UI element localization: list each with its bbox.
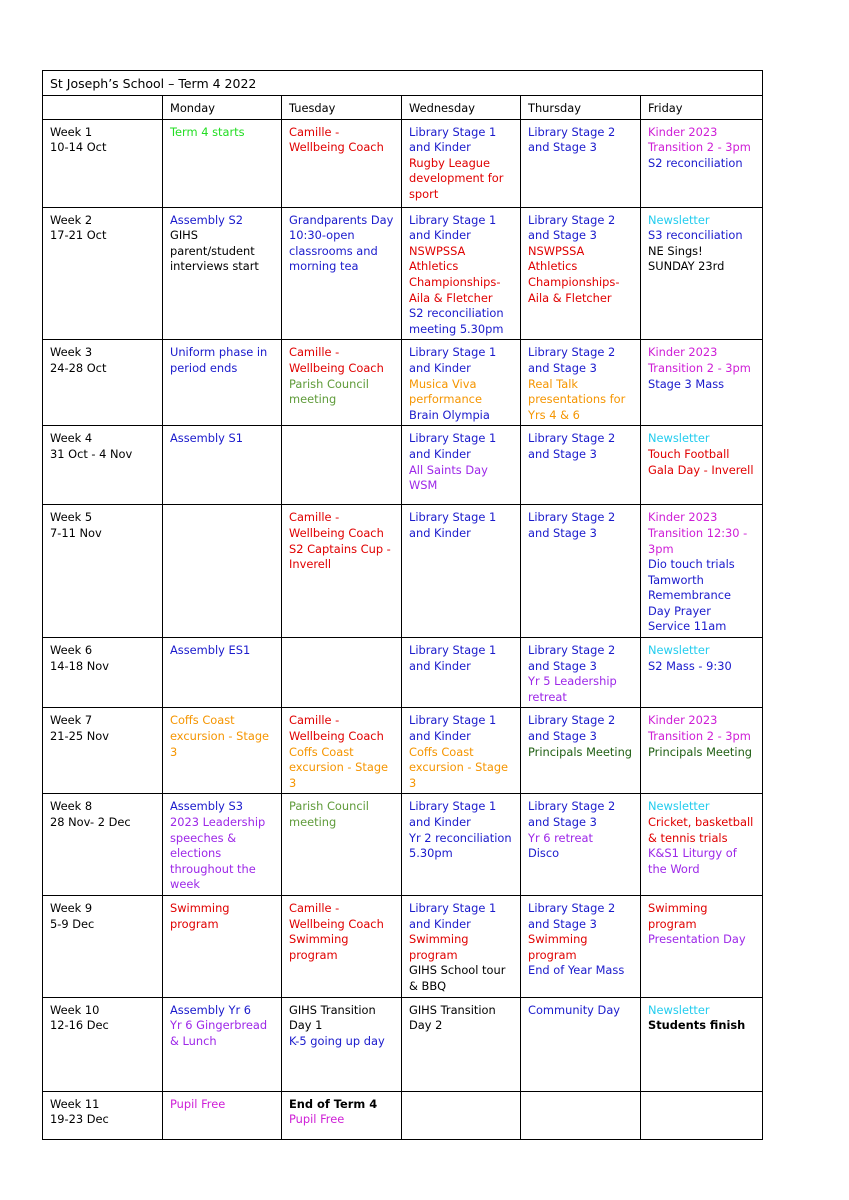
event-entry: Library Stage 2 and Stage 3	[528, 431, 616, 461]
event-entry: Library Stage 1 and Kinder	[409, 124, 497, 155]
event-cell-friday	[641, 895, 763, 997]
event-entry: NE Sings!	[648, 243, 703, 258]
event-entry: Library Stage 2 and Stage 3	[528, 713, 616, 744]
event-entry: Coffs Coast excursion - Stage 3	[409, 744, 509, 790]
term-calendar-table	[42, 70, 763, 1140]
event-cell-thursday	[521, 426, 641, 505]
week-row	[43, 119, 763, 207]
event-entry: Assembly S1	[170, 431, 243, 446]
event-entry: Disco	[528, 846, 560, 861]
week-label-cell	[43, 426, 163, 505]
event-entry: All Saints Day WSM	[409, 462, 488, 493]
week-label-cell	[43, 638, 163, 708]
week-row	[43, 426, 763, 505]
event-entry: Musica Viva performance	[409, 376, 482, 407]
week-number: Week 5	[50, 510, 93, 525]
event-cell-friday	[641, 426, 763, 505]
week-number: Week 3	[50, 345, 93, 360]
event-entry: Coffs Coast excursion - Stage 3	[289, 744, 389, 790]
event-entry: Library Stage 1 and Kinder	[409, 900, 497, 931]
event-cell-monday	[163, 207, 282, 340]
event-cell-wednesday	[402, 340, 521, 426]
week-number: Week 6	[50, 643, 93, 658]
event-entry: Library Stage 2 and Stage 3	[528, 799, 616, 829]
event-entry: Yr 6 retreat	[528, 830, 593, 845]
week-dates: 19-23 Dec	[50, 1112, 109, 1127]
event-entry: End of Year Mass	[528, 963, 625, 978]
page-title: St Joseph’s School – Term 4 2022	[43, 71, 763, 96]
event-entry: Assembly S2	[170, 212, 243, 227]
event-cell-friday	[641, 207, 763, 340]
event-entry: S2 Captains Cup -Inverell	[289, 541, 391, 572]
event-cell-monday	[163, 119, 282, 207]
event-cell-wednesday	[402, 505, 521, 638]
event-entry: Cricket, basketball & tennis trials	[648, 815, 754, 845]
event-entry: Kinder 2023 Transition 2 - 3pm	[648, 713, 751, 744]
event-entry: Kinder 2023 Transition 2 - 3pm	[648, 124, 751, 155]
event-cell-friday	[641, 638, 763, 708]
week-number: Week 7	[50, 713, 93, 728]
week-row	[43, 505, 763, 638]
event-entry: Yr 5 Leadership retreat	[528, 674, 617, 704]
event-entry: Newsletter	[648, 643, 710, 658]
event-cell-tuesday	[282, 895, 402, 997]
day-header-friday: Friday	[641, 96, 763, 120]
event-entry: Parish Council meeting	[289, 799, 369, 829]
event-entry: Library Stage 2 and Stage 3	[528, 510, 616, 540]
event-cell-tuesday	[282, 207, 402, 340]
event-entry: Camille - Wellbeing Coach	[289, 345, 384, 375]
event-entry: Touch Football Gala Day - Inverell	[648, 446, 754, 477]
event-entry: Library Stage 1 and Kinder	[409, 799, 497, 829]
week-row	[43, 340, 763, 426]
event-entry: Newsletter	[648, 1002, 710, 1017]
week-row	[43, 794, 763, 896]
event-cell-friday	[641, 119, 763, 207]
event-cell-tuesday	[282, 708, 402, 794]
event-entry: Library Stage 1 and Kinder	[409, 643, 497, 673]
week-dates: 7-11 Nov	[50, 525, 102, 540]
week-label-cell	[43, 505, 163, 638]
event-entry: Newsletter	[648, 799, 710, 814]
event-entry: Kinder 2023 Transition 12:30 - 3pm	[648, 510, 748, 556]
event-cell-thursday	[521, 895, 641, 997]
event-entry: Camille - Wellbeing Coach	[289, 124, 384, 155]
week-dates: 5-9 Dec	[50, 916, 95, 931]
event-entry: SUNDAY 23rd	[648, 259, 725, 274]
event-cell-wednesday	[402, 119, 521, 207]
week-number: Week 8	[50, 799, 93, 814]
week-dates: 28 Nov- 2 Dec	[50, 815, 131, 829]
day-header-wednesday: Wednesday	[402, 96, 521, 120]
event-cell-tuesday	[282, 638, 402, 708]
event-entry: NSWPSSA Athletics Championships-Aila & Fletcher	[528, 243, 620, 305]
week-label-cell	[43, 895, 163, 997]
event-cell-friday	[641, 997, 763, 1091]
event-cell-wednesday	[402, 638, 521, 708]
week-dates: 10-14 Oct	[50, 140, 107, 155]
event-cell-monday	[163, 1091, 282, 1139]
event-entry: Swimming program	[409, 932, 469, 962]
event-entry: GIHS parent/student interviews start	[170, 228, 259, 274]
week-number: Week 2	[50, 212, 93, 227]
week-row	[43, 638, 763, 708]
event-entry: Community Day	[528, 1002, 621, 1017]
event-entry: Camille - Wellbeing Coach	[289, 713, 384, 744]
event-entry: K-5 going up day	[289, 1033, 385, 1048]
week-row	[43, 207, 763, 340]
event-cell-wednesday	[402, 895, 521, 997]
week-number: Week 10	[50, 1002, 100, 1017]
event-entry: Library Stage 1 and Kinder	[409, 713, 497, 744]
event-entry: Library Stage 2 and Stage 3	[528, 900, 616, 931]
event-cell-wednesday	[402, 1091, 521, 1139]
event-entry: GIHS School tour & BBQ	[409, 963, 506, 993]
event-cell-monday	[163, 426, 282, 505]
event-cell-friday	[641, 794, 763, 896]
event-entry: 2023 Leadership speeches & elections throughout the week	[170, 815, 266, 892]
event-cell-thursday	[521, 1091, 641, 1139]
week-row	[43, 895, 763, 997]
event-entry: Newsletter	[648, 431, 710, 446]
event-cell-tuesday	[282, 119, 402, 207]
week-number: Week 11	[50, 1096, 100, 1111]
event-entry: Assembly ES1	[170, 643, 251, 658]
event-cell-friday	[641, 708, 763, 794]
event-entry: Swimming program	[170, 900, 230, 931]
header-row	[43, 96, 763, 120]
event-entry: Brain Olympia	[409, 407, 490, 422]
event-entry: GIHS Transition Day 1	[289, 1002, 376, 1033]
event-cell-monday	[163, 505, 282, 638]
event-entry: S2 Mass - 9:30	[648, 658, 732, 673]
event-entry: Grandparents Day 10:30-open classrooms and morning tea	[289, 212, 394, 274]
event-entry: Real Talk presentations for Yrs 4 & 6	[528, 376, 626, 422]
event-cell-friday	[641, 340, 763, 426]
event-entry: Coffs Coast excursion - Stage 3	[170, 713, 270, 759]
event-cell-wednesday	[402, 708, 521, 794]
event-entry: Assembly Yr 6	[170, 1002, 252, 1017]
event-cell-wednesday	[402, 997, 521, 1091]
event-cell-wednesday	[402, 426, 521, 505]
event-cell-wednesday	[402, 794, 521, 896]
event-entry: Pupil Free	[170, 1096, 226, 1111]
event-entry: Students finish	[648, 1018, 746, 1033]
event-entry: Yr 6 Gingerbread & Lunch	[170, 1018, 268, 1048]
week-dates: 24-28 Oct	[50, 360, 107, 375]
event-entry: Parish Council meeting	[289, 376, 369, 407]
week-row	[43, 1091, 763, 1139]
event-entry: Principals Meeting	[648, 744, 753, 759]
event-entry: Library Stage 2 and Stage 3	[528, 345, 616, 375]
event-cell-tuesday	[282, 1091, 402, 1139]
week-dates: 14-18 Nov	[50, 658, 109, 673]
event-cell-tuesday	[282, 794, 402, 896]
event-entry: Term 4 starts	[170, 124, 245, 139]
day-header-tuesday: Tuesday	[282, 96, 402, 120]
event-entry: Library Stage 2 and Stage 3	[528, 124, 616, 155]
event-cell-monday	[163, 895, 282, 997]
week-label-cell	[43, 997, 163, 1091]
event-cell-thursday	[521, 340, 641, 426]
week-dates: 17-21 Oct	[50, 228, 107, 243]
event-entry: Camille - Wellbeing Coach	[289, 900, 384, 931]
event-cell-monday	[163, 997, 282, 1091]
event-entry: Swimming program	[528, 932, 588, 962]
event-entry: Principals Meeting	[528, 744, 633, 759]
event-cell-thursday	[521, 119, 641, 207]
event-entry: S2 reconciliation	[648, 155, 743, 170]
week-number: Week 9	[50, 900, 93, 915]
event-cell-thursday	[521, 207, 641, 340]
week-dates: 21-25 Nov	[50, 729, 109, 744]
event-cell-monday	[163, 708, 282, 794]
day-header-monday: Monday	[163, 96, 282, 120]
event-entry: Dio touch trials Tamworth	[648, 557, 735, 587]
event-cell-thursday	[521, 997, 641, 1091]
event-entry: NSWPSSA Athletics Championships-Aila & Fletcher	[409, 243, 501, 305]
event-entry: Pupil Free	[289, 1112, 345, 1127]
calendar-body	[43, 71, 763, 1140]
event-cell-monday	[163, 340, 282, 426]
event-entry: Library Stage 1 and Kinder	[409, 431, 497, 461]
event-cell-friday	[641, 1091, 763, 1139]
event-cell-wednesday	[402, 207, 521, 340]
week-label-cell	[43, 1091, 163, 1139]
event-entry: Library Stage 2 and Stage 3	[528, 212, 616, 243]
event-entry: Kinder 2023 Transition 2 - 3pm	[648, 345, 751, 375]
week-row	[43, 708, 763, 794]
event-entry: Library Stage 1 and Kinder	[409, 212, 497, 243]
event-entry: Swimming program	[289, 932, 349, 962]
event-cell-thursday	[521, 638, 641, 708]
week-number: Week 1	[50, 124, 93, 139]
event-entry: S3 reconciliation	[648, 228, 743, 243]
event-entry: Library Stage 1 and Kinder	[409, 510, 497, 540]
event-entry: Library Stage 1 and Kinder	[409, 345, 497, 375]
event-cell-tuesday	[282, 505, 402, 638]
event-cell-friday	[641, 505, 763, 638]
week-label-cell	[43, 340, 163, 426]
week-label-cell	[43, 708, 163, 794]
event-entry: GIHS Transition Day 2	[409, 1002, 496, 1033]
event-cell-tuesday	[282, 426, 402, 505]
day-header-thursday: Thursday	[521, 96, 641, 120]
week-label-cell	[43, 794, 163, 896]
event-entry: Rugby League development for sport	[409, 155, 504, 201]
event-entry: Presentation Day	[648, 932, 746, 947]
week-number: Week 4	[50, 431, 93, 446]
event-cell-tuesday	[282, 997, 402, 1091]
event-entry: Swimming program	[648, 900, 708, 931]
event-entry: Assembly S3	[170, 799, 243, 814]
event-cell-tuesday	[282, 340, 402, 426]
event-cell-thursday	[521, 708, 641, 794]
event-cell-thursday	[521, 794, 641, 896]
event-entry: Uniform phase in period ends	[170, 345, 268, 375]
week-label-cell	[43, 119, 163, 207]
title-row	[43, 71, 763, 96]
week-label-cell	[43, 207, 163, 340]
event-entry: Yr 2 reconciliation 5.30pm	[409, 830, 512, 861]
week-row	[43, 997, 763, 1091]
event-entry: End of Term 4	[289, 1096, 378, 1111]
event-entry: S2 reconciliation meeting 5.30pm	[409, 306, 504, 336]
event-entry: Newsletter	[648, 212, 710, 227]
event-entry: Remembrance Day Prayer Service 11am	[648, 588, 731, 634]
event-entry: Library Stage 2 and Stage 3	[528, 643, 616, 673]
event-cell-monday	[163, 638, 282, 708]
event-entry: Stage 3 Mass	[648, 376, 725, 391]
corner-cell	[43, 96, 163, 120]
week-dates: 12-16 Dec	[50, 1018, 109, 1033]
event-entry: K&S1 Liturgy of the Word	[648, 846, 737, 876]
event-entry: Camille - Wellbeing Coach	[289, 510, 384, 540]
week-dates: 31 Oct - 4 Nov	[50, 446, 133, 461]
event-cell-thursday	[521, 505, 641, 638]
event-cell-monday	[163, 794, 282, 896]
